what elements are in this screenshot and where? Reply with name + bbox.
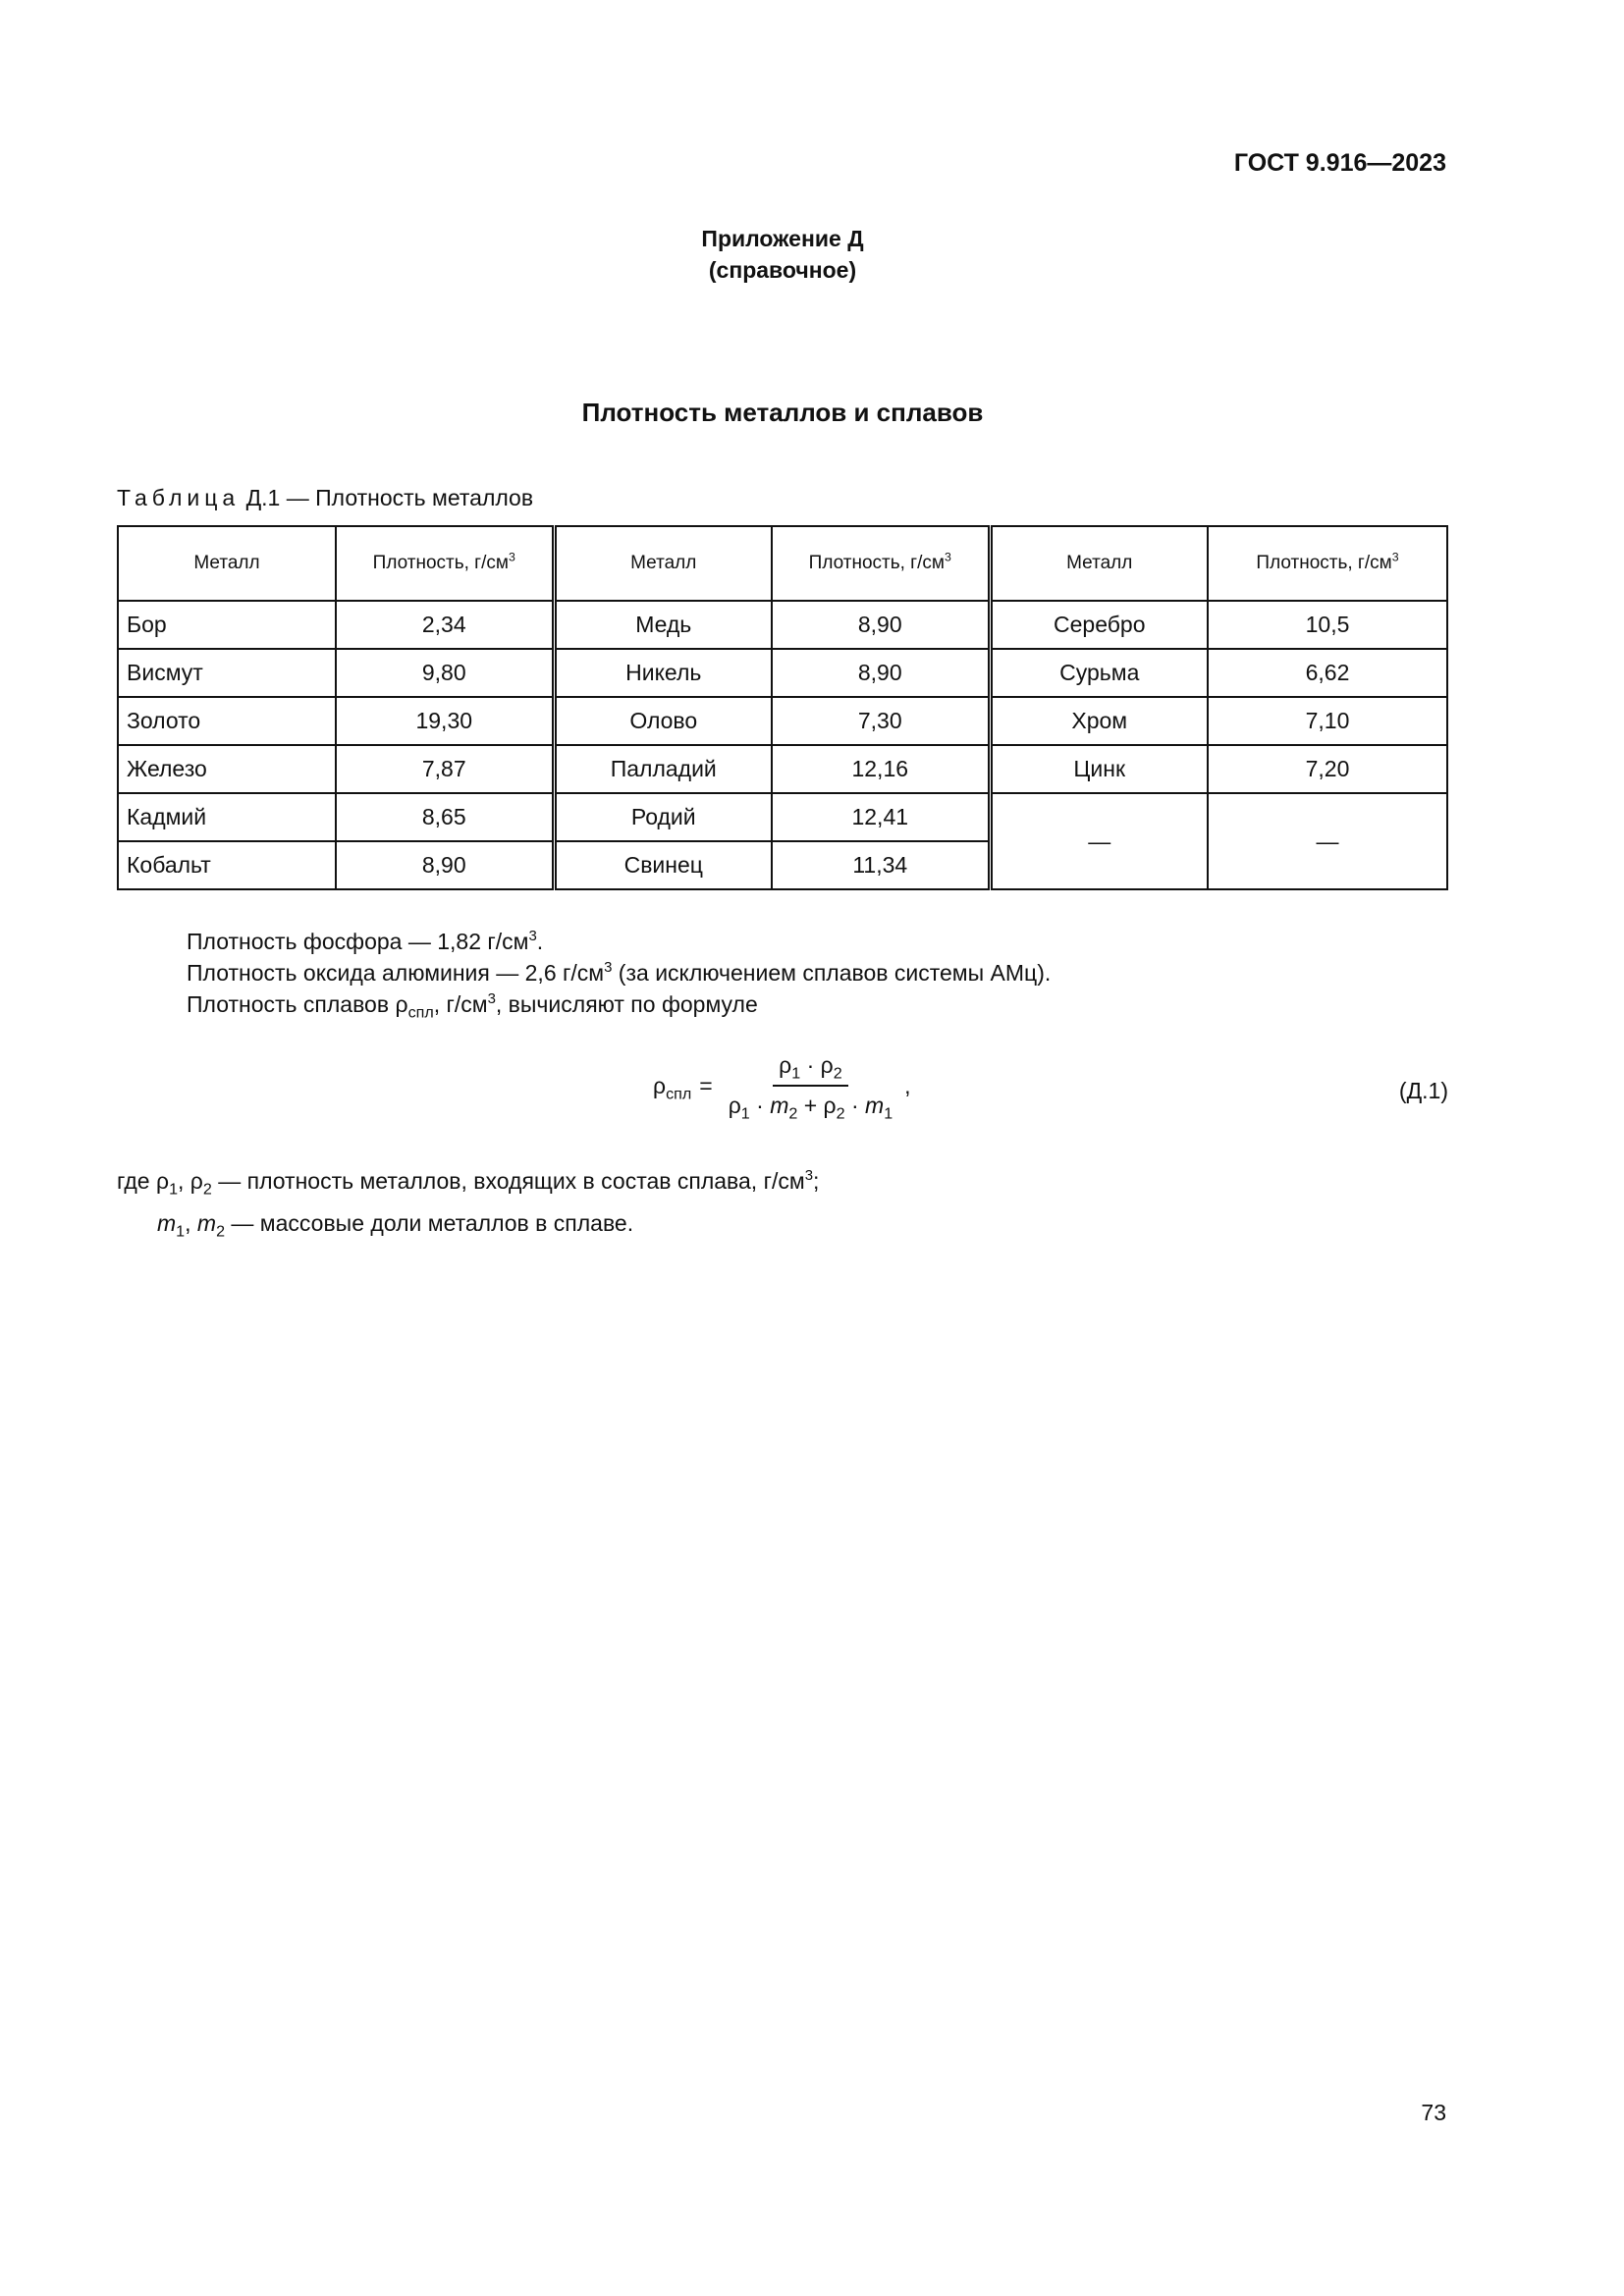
note-alumina: Плотность оксида алюминия — 2,6 $г/см^3$ (за исключением сплавов системы АМц).: [187, 959, 1052, 986]
table-cell: Серебро: [990, 601, 1208, 649]
table-cell: 10,5: [1208, 601, 1447, 649]
header-metal: Металл: [118, 526, 336, 601]
document-id: ГОСТ 9.916—2023: [1233, 149, 1446, 177]
annex-title: Приложение Д: [701, 226, 864, 251]
table-cell: 8,90: [772, 601, 990, 649]
where-rho-line: где $\rho_1$, $\rho_2$ — плотность металлов, входящих в состав сплава, $г/см^3$;: [117, 1167, 820, 1199]
note-phosphorus: Плотность фосфора — 1,82 $г/см^3$.: [187, 928, 544, 954]
formula-lhs: $\rho_{спл}$: [653, 1072, 692, 1103]
table-cell: Кадмий: [118, 793, 336, 841]
annex-subtitle: (справочное): [708, 257, 857, 283]
table-cell: Свинец: [554, 841, 772, 889]
header-metal: Металл: [990, 526, 1208, 601]
table-cell: 7,10: [1208, 697, 1447, 745]
formula-denominator: $\rho_1 \cdot m_2 + \rho_2 \cdot m_1$: [728, 1093, 893, 1123]
formula-comma: ,: [904, 1072, 911, 1098]
table-cell: 8,90: [336, 841, 554, 889]
table-cell: 9,80: [336, 649, 554, 697]
table-cell: 2,34: [336, 601, 554, 649]
table-cell-empty: —: [990, 793, 1208, 889]
header-metal: Металл: [554, 526, 772, 601]
table-cell: 8,65: [336, 793, 554, 841]
table-row: [118, 745, 1447, 793]
table-cell: Олово: [554, 697, 772, 745]
table-row: [118, 697, 1447, 745]
formula-numerator: $\rho_1 \cdot \rho_2$: [773, 1052, 848, 1087]
table-row: [118, 649, 1447, 697]
table-cell: Золото: [118, 697, 336, 745]
table-cell: Сурьма: [990, 649, 1208, 697]
metals-density-table: [117, 525, 1448, 890]
table-cell: 8,90: [772, 649, 990, 697]
header-density: Плотность, $г/см^3$: [772, 526, 990, 601]
table-cell: Кобальт: [118, 841, 336, 889]
table-cell-empty: —: [1208, 793, 1447, 889]
table-caption-text: Д.1 — Плотность металлов: [245, 485, 534, 510]
table-cell: Цинк: [990, 745, 1208, 793]
table-cell: Медь: [554, 601, 772, 649]
table-cell: Железо: [118, 745, 336, 793]
table-cell: Хром: [990, 697, 1208, 745]
table-cell: 19,30: [336, 697, 554, 745]
header-density: Плотность, $г/см^3$: [1208, 526, 1447, 601]
formula-equals: =: [699, 1072, 713, 1098]
table-cell: Никель: [554, 649, 772, 697]
table-caption: [117, 485, 533, 511]
table-cell: Родий: [554, 793, 772, 841]
table-cell: Бор: [118, 601, 336, 649]
table-cell: Висмут: [118, 649, 336, 697]
section-title: Плотность металлов и сплавов: [581, 398, 984, 427]
table-cell: 12,16: [772, 745, 990, 793]
header-density: Плотность, $г/см^3$: [336, 526, 554, 601]
equation-number: (Д.1): [1398, 1078, 1448, 1103]
table-row: [118, 601, 1447, 649]
table-row: [118, 793, 1447, 841]
alloy-density-formula: [653, 1052, 911, 1123]
page-number: 73: [1421, 2100, 1446, 2125]
table-header-row: [118, 526, 1447, 601]
table-cell: 12,41: [772, 793, 990, 841]
table-cell: Палладий: [554, 745, 772, 793]
table-cell: 11,34: [772, 841, 990, 889]
table-cell: 7,87: [336, 745, 554, 793]
table-cell: 7,30: [772, 697, 990, 745]
table-cell: 7,20: [1208, 745, 1447, 793]
table-caption-label: Таблица: [117, 485, 241, 510]
where-m-line: $m_1$, $m_2$ — массовые доли металлов в сплаве.: [157, 1210, 634, 1241]
table-cell: 6,62: [1208, 649, 1447, 697]
formula-fraction: [723, 1052, 898, 1123]
note-alloys: Плотность сплавов $\rho_{спл}$, $г/см^3$, вычисляют по формуле: [187, 990, 758, 1022]
